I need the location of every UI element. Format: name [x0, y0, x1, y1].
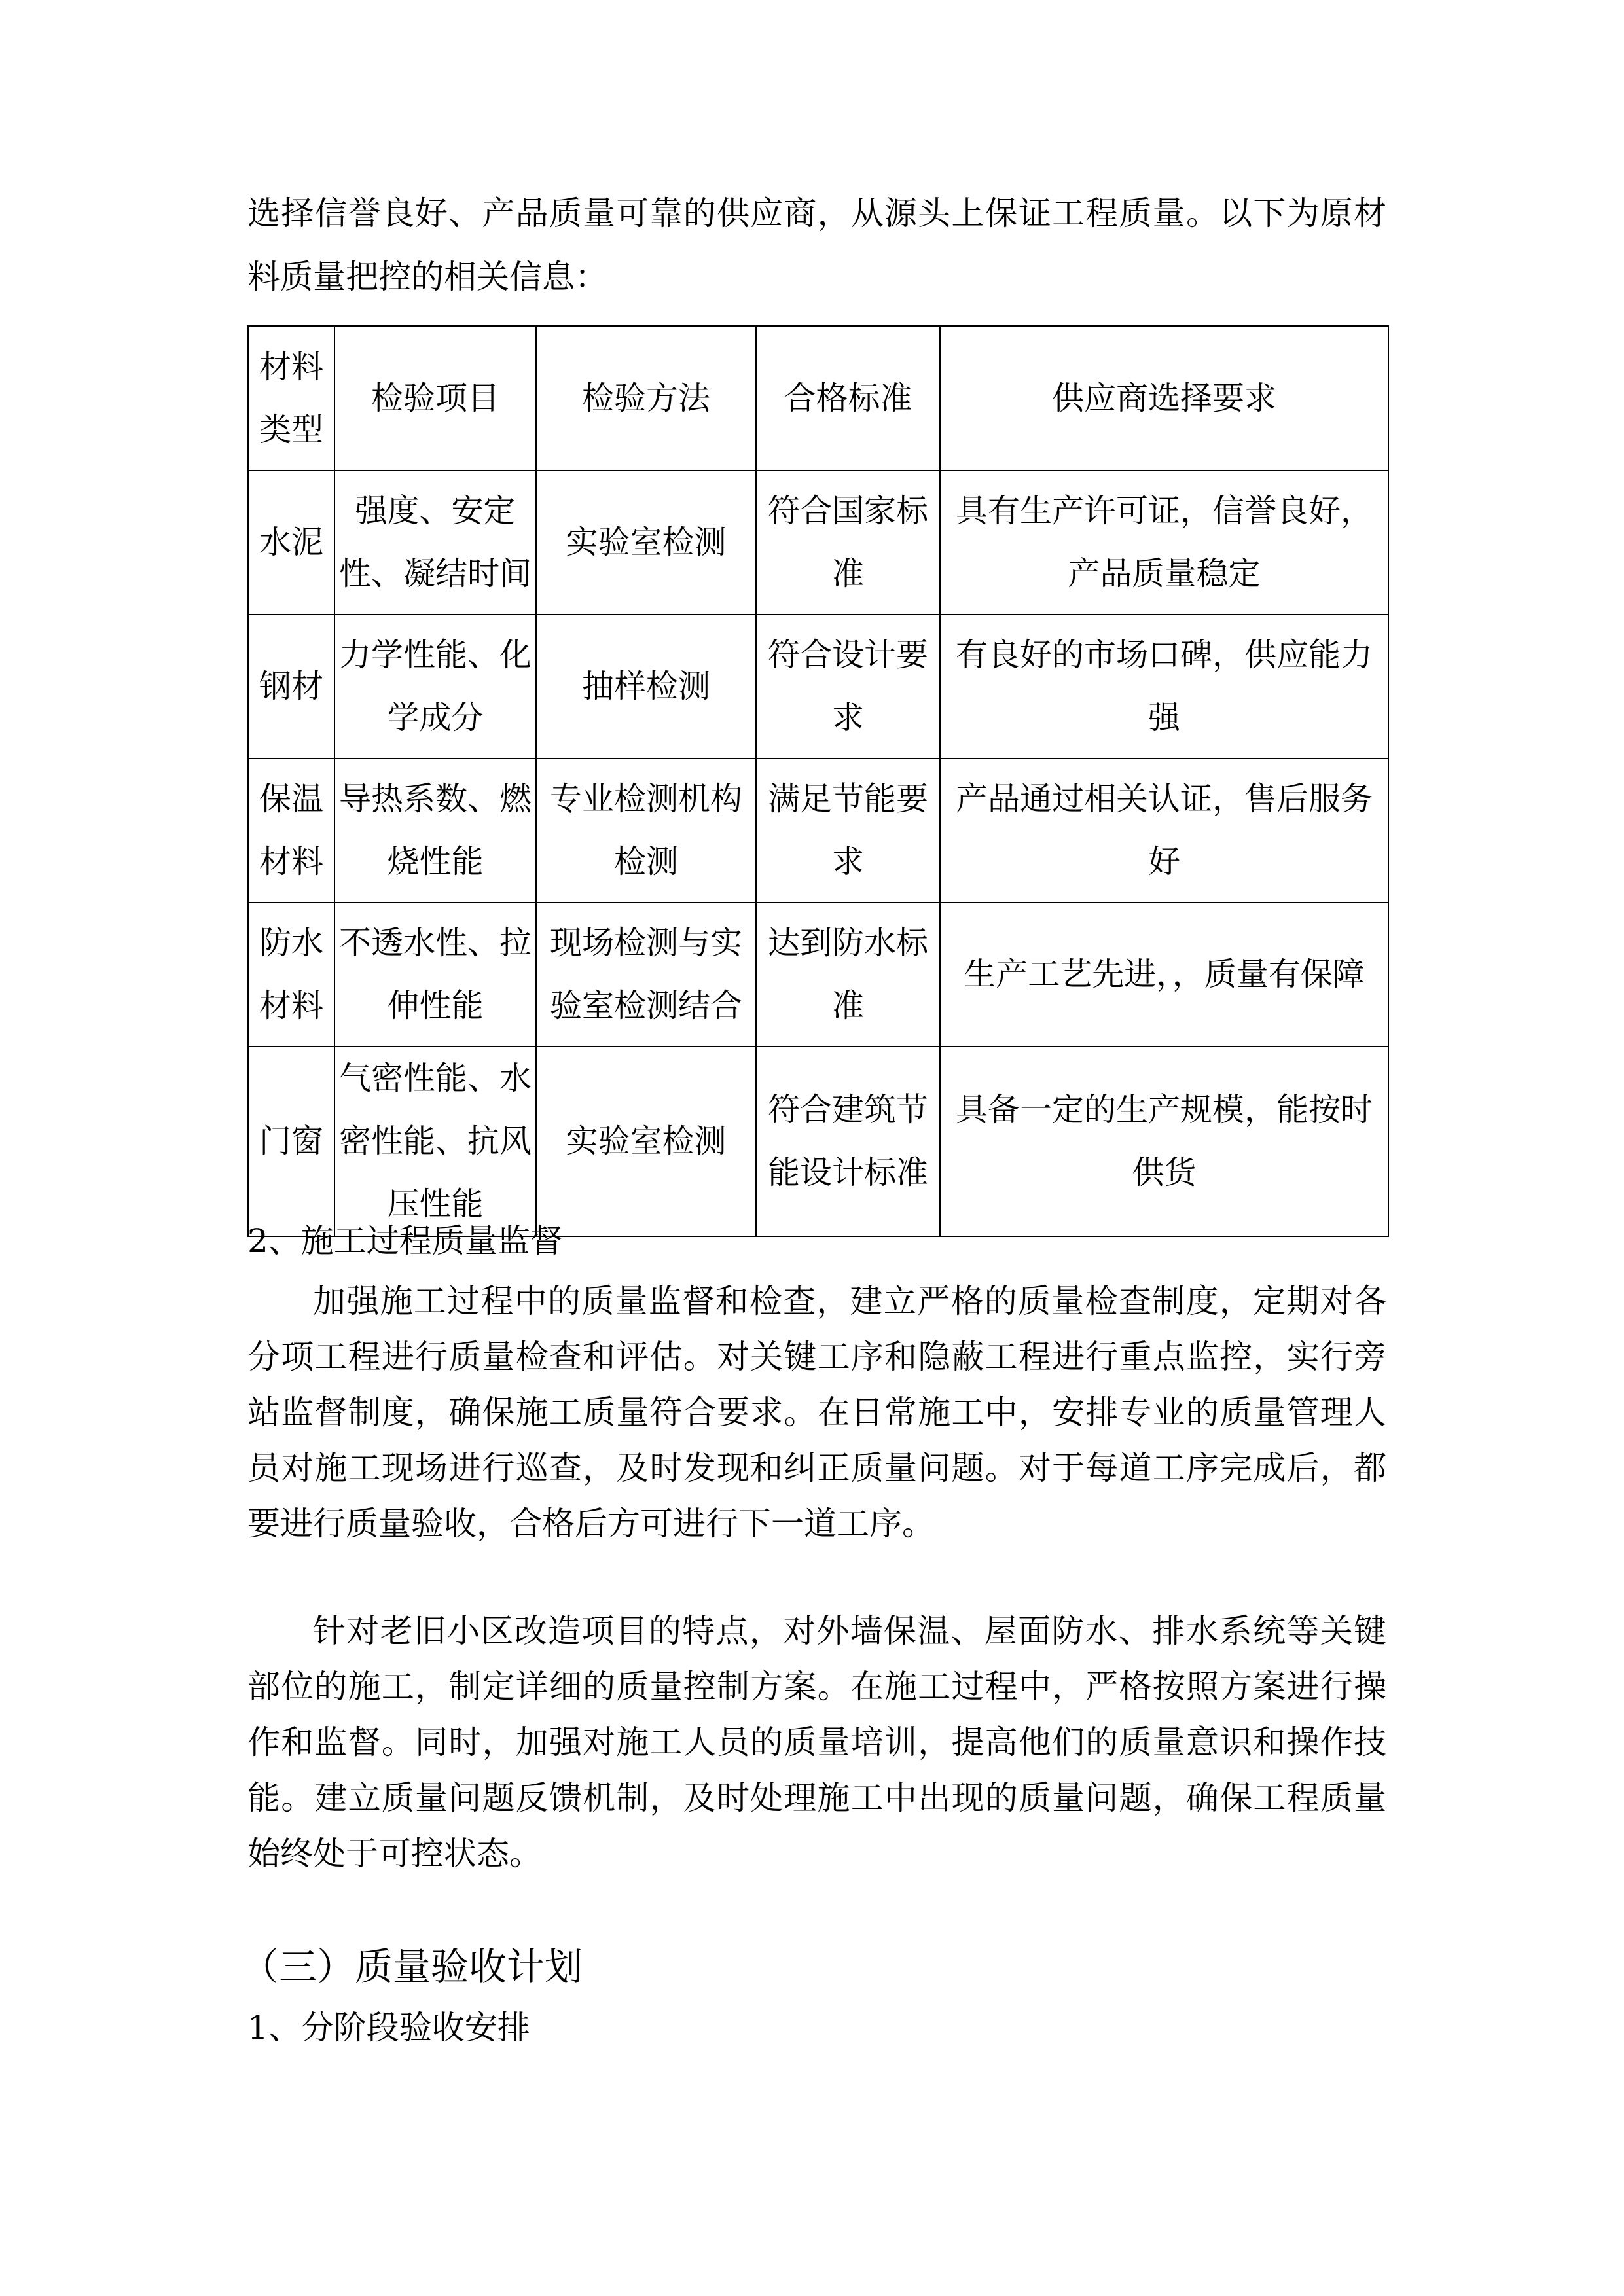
cell-method: 实验室检测 — [536, 1047, 756, 1236]
cell-standard: 符合设计要求 — [756, 615, 940, 759]
header-inspection-item: 检验项目 — [334, 326, 536, 471]
table-row — [248, 1047, 1388, 1236]
header-inspection-method: 检验方法 — [536, 326, 756, 471]
cell-supplier: 具有生产许可证，信誉良好，产品质量稳定 — [940, 471, 1388, 615]
table-row — [248, 759, 1388, 903]
cell-item: 强度、安定性、凝结时间 — [334, 471, 536, 615]
cell-standard: 符合建筑节能设计标准 — [756, 1047, 940, 1236]
intro-line-1: 选择信誉良好、产品质量可靠的供应商，从源头上保证工程质量。以下为原材 — [247, 194, 1386, 232]
cell-method: 实验室检测 — [536, 471, 756, 615]
table-header-row — [248, 326, 1388, 471]
cell-item: 气密性能、水密性能、抗风压性能 — [334, 1047, 536, 1236]
cell-method: 现场检测与实验室检测结合 — [536, 903, 756, 1047]
para1-line-5: 要进行质量验收，合格后方可进行下一道工序。 — [247, 1505, 935, 1543]
cell-supplier: 产品通过相关认证，售后服务好 — [940, 759, 1388, 903]
section-2-heading: 2、施工过程质量监督 — [247, 1222, 563, 1260]
para2-line-2: 部位的施工，制定详细的质量控制方案。在施工过程中，严格按照方案进行操 — [247, 1668, 1386, 1706]
table-row — [248, 615, 1388, 759]
cell-standard: 满足节能要求 — [756, 759, 940, 903]
para1-line-1: 加强施工过程中的质量监督和检查，建立严格的质量检查制度，定期对各 — [313, 1282, 1386, 1320]
table-row — [248, 903, 1388, 1047]
cell-material: 钢材 — [248, 615, 334, 759]
table-row — [248, 471, 1388, 615]
material-quality-table — [247, 325, 1389, 1237]
cell-supplier: 具备一定的生产规模，能按时供货 — [940, 1047, 1388, 1236]
cell-supplier: 有良好的市场口碑，供应能力强 — [940, 615, 1388, 759]
cell-method: 专业检测机构检测 — [536, 759, 756, 903]
header-acceptance-standard: 合格标准 — [756, 326, 940, 471]
cell-material: 防水材料 — [248, 903, 334, 1047]
cell-standard: 达到防水标准 — [756, 903, 940, 1047]
para2-line-5: 始终处于可控状态。 — [247, 1835, 542, 1873]
para2-line-1: 针对老旧小区改造项目的特点，对外墙保温、屋面防水、排水系统等关键 — [313, 1612, 1386, 1650]
cell-standard: 符合国家标准 — [756, 471, 940, 615]
cell-material: 保温材料 — [248, 759, 334, 903]
cell-supplier: 生产工艺先进，，质量有保障 — [940, 903, 1388, 1047]
para2-line-3: 作和监督。同时，加强对施工人员的质量培训，提高他们的质量意识和操作技 — [247, 1723, 1386, 1761]
cell-item: 导热系数、燃烧性能 — [334, 759, 536, 903]
cell-material: 门窗 — [248, 1047, 334, 1236]
cell-method: 抽样检测 — [536, 615, 756, 759]
cell-item: 不透水性、拉伸性能 — [334, 903, 536, 1047]
cell-item: 力学性能、化学成分 — [334, 615, 536, 759]
section-3-sub-1: 1、分阶段验收安排 — [247, 2009, 530, 2047]
section-3-heading: （三）质量验收计划 — [241, 1945, 583, 1989]
para1-line-4: 员对施工现场进行巡查，及时发现和纠正质量问题。对于每道工序完成后，都 — [247, 1449, 1386, 1487]
para1-line-3: 站监督制度，确保施工质量符合要求。在日常施工中，安排专业的质量管理人 — [247, 1393, 1386, 1431]
para2-line-4: 能。建立质量问题反馈机制，及时处理施工中出现的质量问题，确保工程质量 — [247, 1779, 1386, 1817]
intro-line-2: 料质量把控的相关信息： — [247, 258, 607, 296]
header-material-type: 材料类型 — [248, 326, 334, 471]
para1-line-2: 分项工程进行质量检查和评估。对关键工序和隐蔽工程进行重点监控，实行旁 — [247, 1338, 1386, 1376]
header-supplier-requirement: 供应商选择要求 — [940, 326, 1388, 471]
cell-material: 水泥 — [248, 471, 334, 615]
